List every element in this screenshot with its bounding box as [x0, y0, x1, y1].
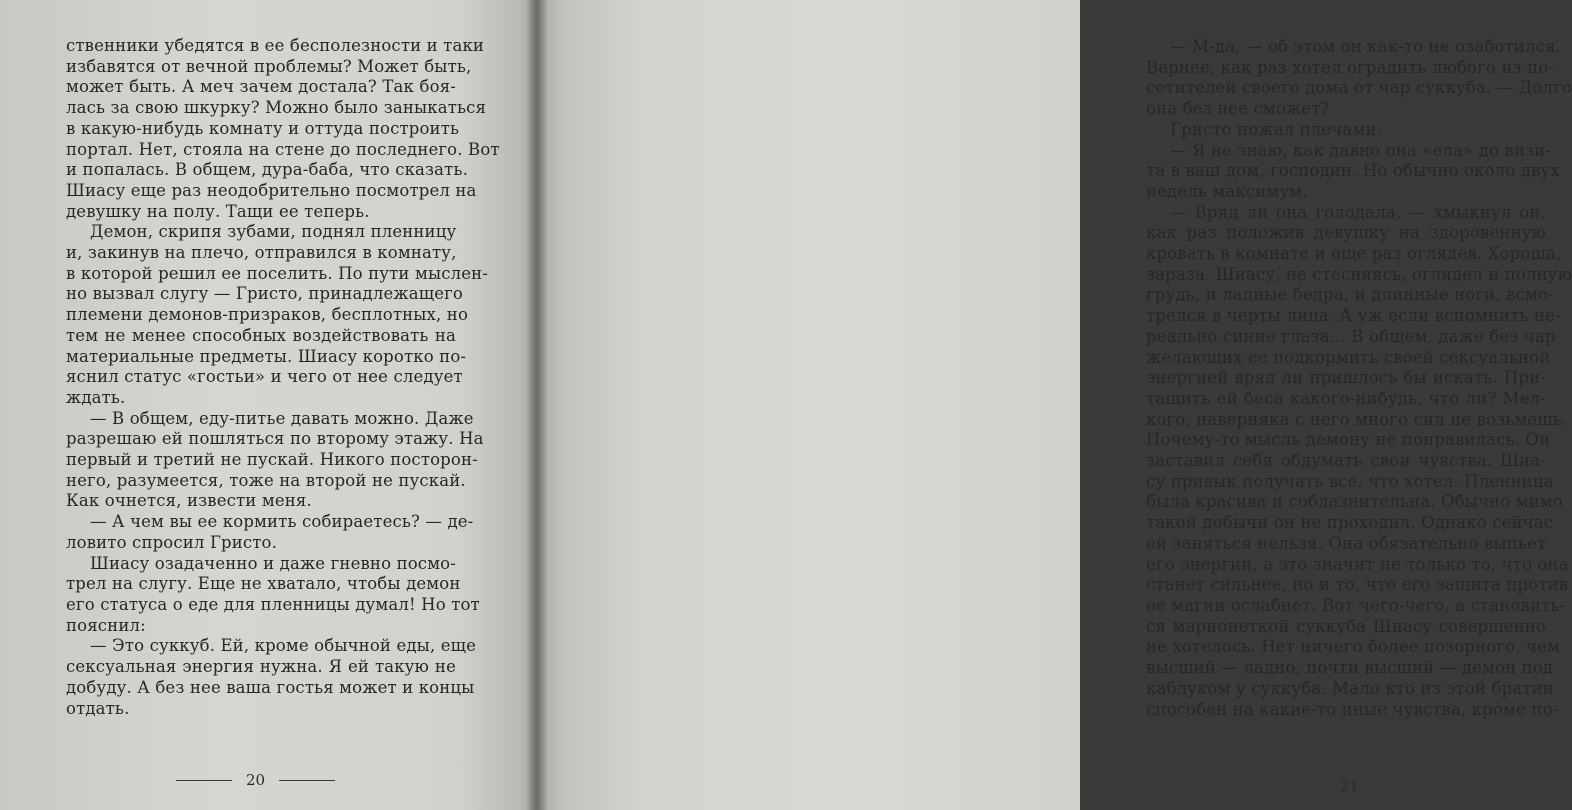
left-page: [0, 0, 536, 810]
text-line: может быть. А меч зачем достала? Так боя-: [66, 77, 456, 97]
text-line: она без нее сможет?: [1146, 99, 1330, 119]
text-line: способен на какие-то иные чувства, кроме по-: [1146, 699, 1559, 719]
text-line: него, разумеется, тоже на второй не пускай.: [66, 470, 466, 490]
right-page-text: [1146, 37, 1572, 720]
text-line: пояснил:: [66, 615, 146, 635]
text-line: ее магии ослабнет. Вот чего-чего, а становить-: [1146, 595, 1566, 615]
text-line: заставил себя обдумать свои чувства. Шиа-: [1146, 451, 1546, 471]
text-line: девушку на полу. Тащи ее теперь.: [66, 201, 370, 221]
text-line: сексуальная энергия нужна. Я ей такую не: [66, 657, 456, 677]
text-line: его статуса о еде для пленницы думал! Но тот: [66, 594, 480, 614]
text-line: разрешаю ей пошляться по второму этажу. На: [66, 429, 484, 449]
text-line: сетителей своего дома от чар суккуба. — Долго: [1146, 78, 1572, 98]
text-line: желающих ее подкормить своей сексуальной: [1146, 347, 1551, 367]
text-line: высший — ладно, почти высший — демон под: [1146, 658, 1554, 678]
text-line: но вызвал слугу — Гристо, принадлежащего: [66, 284, 463, 304]
text-line: и попалась. В общем, дура-баба, что сказать.: [66, 160, 468, 180]
left-page-folio: [176, 771, 335, 789]
text-line: его энергии, а это значит не только то, что она: [1146, 554, 1569, 574]
text-line: станет сильнее, но и то, что его защита против: [1146, 575, 1569, 595]
text-line: племени демонов-призраков, бесплотных, но: [66, 305, 469, 325]
text-line: ловито спросил Гристо.: [66, 532, 278, 552]
text-line: как раз положив девушку на здоровенную: [1146, 223, 1546, 243]
text-line: ей заняться нельзя. Она обязательно выпьет: [1146, 533, 1547, 553]
right-page-number: 21: [1340, 777, 1360, 795]
text-line: и, закинув на плечо, отправился в комнату,: [66, 243, 457, 263]
text-line: энергией вряд ли пришлось бы искать. При-: [1146, 368, 1546, 388]
text-line: кого, наверняка с него много сил не возьмешь.: [1146, 409, 1568, 429]
text-line: реально синие глаза... В общем, даже без чар: [1146, 326, 1556, 346]
text-line: зараза. Шиасу, не стесняясь, оглядел и полную: [1146, 264, 1572, 284]
text-line: — В общем, еду-питье давать можно. Даже: [90, 408, 474, 428]
text-line: — А чем вы ее кормить собираетесь? — де-: [90, 512, 474, 532]
text-line: Как очнется, извести меня.: [66, 491, 312, 511]
text-line: трел на слугу. Еще не хватало, чтобы демон: [66, 574, 461, 594]
text-line: Гристо пожал плечами.: [1170, 119, 1382, 139]
text-line: добуду. А без нее ваша гостья может и концы: [66, 677, 475, 697]
left-page-number: 20: [246, 771, 266, 789]
text-line: ждать.: [66, 387, 126, 407]
text-line: Почему-то мысль демону не понравилась. Он: [1146, 430, 1551, 450]
text-line: в которой решил ее поселить. По пути мыслен-: [66, 263, 489, 283]
text-line: кровать в комнате и еще раз оглядев. Хороша,: [1146, 244, 1562, 264]
text-line: портал. Нет, стояла на стене до последнего. Вот: [66, 139, 500, 159]
text-line: такой добычи он не проходил. Однако сейчас: [1146, 513, 1554, 533]
text-line: — Я не знаю, как давно она «ела» до визи-: [1170, 140, 1552, 160]
text-line: — Вряд ли она голодала, — хмыкнул он,: [1170, 202, 1546, 222]
right-page: [536, 0, 1572, 810]
text-line: — М-да, — об этом он как-то не озаботился.: [1170, 37, 1561, 56]
text-line: была красива и соблазнительна. Обычно мимо: [1146, 492, 1563, 512]
text-line: Шиасу озадаченно и даже гневно посмо-: [90, 553, 456, 573]
text-line: недель максимум.: [1146, 181, 1308, 201]
text-line: яснил статус «гостьи» и чего от нее следует: [66, 367, 463, 387]
text-line: су привык получать все, что хотел. Пленница: [1146, 471, 1554, 491]
text-line: в какую-нибудь комнату и оттуда построить: [66, 118, 460, 138]
text-line: материальные предметы. Шиасу коротко по-: [66, 346, 467, 366]
folio-rule-left: [1270, 786, 1326, 787]
text-line: трелся в черты лица. А уж если вспомнить не-: [1146, 306, 1561, 326]
text-line: — Это суккуб. Ей, кроме обычной еды, еще: [90, 636, 477, 656]
text-line: отдать.: [66, 698, 130, 718]
left-page-text: [66, 36, 500, 719]
text-line: Шиасу еще раз неодобрительно посмотрел на: [66, 180, 477, 200]
text-line: Демон, скрипя зубами, поднял пленницу: [90, 222, 457, 242]
folio-rule-right: [1373, 786, 1429, 787]
text-line: Вернее, как раз хотел оградить любого из по-: [1146, 57, 1555, 77]
text-line: ственники убедятся в ее бесполезности и таки: [66, 36, 485, 55]
text-line: тем не менее способных воздействовать на: [66, 325, 456, 345]
text-line: тащить ей беса какого-нибудь, что ли? Мел-: [1146, 388, 1546, 408]
folio-rule-left: [176, 780, 232, 781]
text-line: ся марионеткой суккуба Шиасу совершенно: [1146, 616, 1546, 636]
text-line: каблуком у суккуба. Мало кто из этой братии: [1146, 678, 1554, 698]
folio-rule-right: [279, 780, 335, 781]
text-line: грудь, и ладные бедра, и длинные ноги, всмо-: [1146, 285, 1554, 305]
text-line: избавятся от вечной проблемы? Может быть,: [66, 56, 472, 76]
text-line: не хотелось. Нет ничего более позорного, чем: [1146, 637, 1560, 657]
text-line: первый и третий не пускай. Никого посторон-: [66, 450, 478, 470]
text-line: та в ваш дом, господин. Но обычно около двух: [1146, 161, 1560, 181]
book-gutter: [526, 0, 548, 810]
right-page-folio: [1270, 777, 1429, 795]
text-line: лась за свою шкурку? Можно было заныкаться: [66, 98, 487, 118]
